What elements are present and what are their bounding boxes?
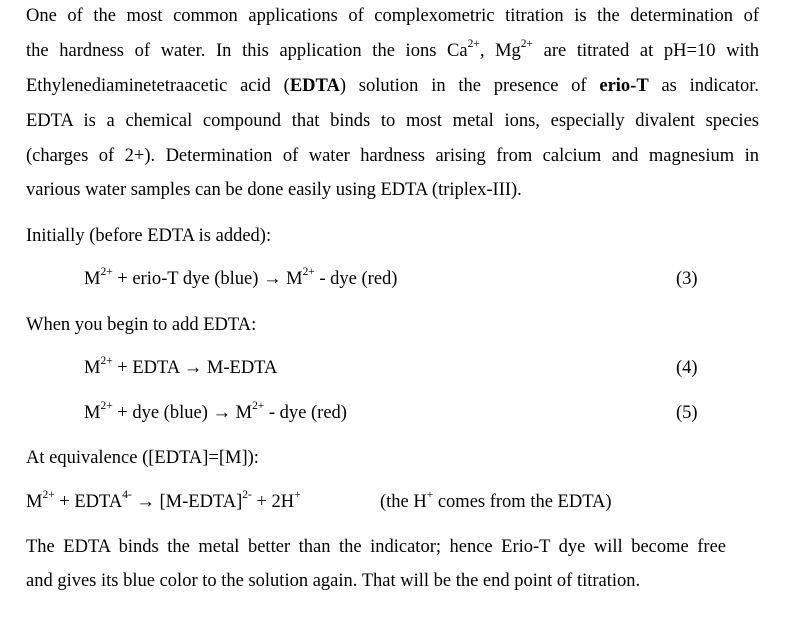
equation-3: $M^{2+}$ + erio-T dye (blue) → $M^{2+}$ - dye (red) — [84, 266, 398, 289]
section-heading: Initially (before EDTA is added): — [26, 226, 272, 246]
equation-number: (3) — [676, 269, 698, 289]
paragraph-line: and gives its blue color to the solution again. That will be the end point of titration. — [26, 571, 641, 591]
edta-bold: EDTA — [289, 76, 340, 96]
equation-note: (the H+ comes from the EDTA) — [380, 489, 612, 512]
equation-number: (4) — [676, 358, 698, 378]
section-heading: When you begin to add EDTA: — [26, 315, 257, 335]
paragraph-line: the hardness of water. In this application the ions $Ca^{2+}$, $Mg^{2+}$ are titrated at pH=10 with — [26, 38, 760, 61]
paragraph-line: Ethylenediaminetetraacetic acid (EDTA) solution in the presence of erio-T as indicator. — [26, 76, 759, 96]
paragraph-line: various water samples can be done easily using EDTA (triplex-III). — [26, 180, 522, 200]
equation-number: (5) — [676, 403, 698, 423]
equation-5: $M^{2+}$ + dye (blue) → $M^{2+}$ - dye (red) — [84, 400, 347, 423]
paragraph-line: One of the most common applications of complexometric titration is the determination of — [26, 6, 759, 26]
erio-t-bold: erio-T — [599, 76, 649, 96]
paragraph-line: (charges of 2+). Determination of water hardness arising from calcium and magnesium in — [26, 146, 759, 166]
section-heading: At equivalence ([EDTA]=[M]): — [26, 448, 259, 468]
equivalence-equation: $M^{2+}$ + $EDTA^{4-}$ → [M-EDTA]$^{2-}$ + 2H+ — [26, 489, 301, 512]
paragraph-line: EDTA is a chemical compound that binds to most metal ions, especially divalent species — [26, 111, 759, 131]
paragraph-line: The EDTA binds the metal better than the indicator; hence Erio-T dye will become free — [26, 537, 726, 557]
equation-4: $M^{2+}$ + EDTA → M-EDTA — [84, 355, 278, 378]
